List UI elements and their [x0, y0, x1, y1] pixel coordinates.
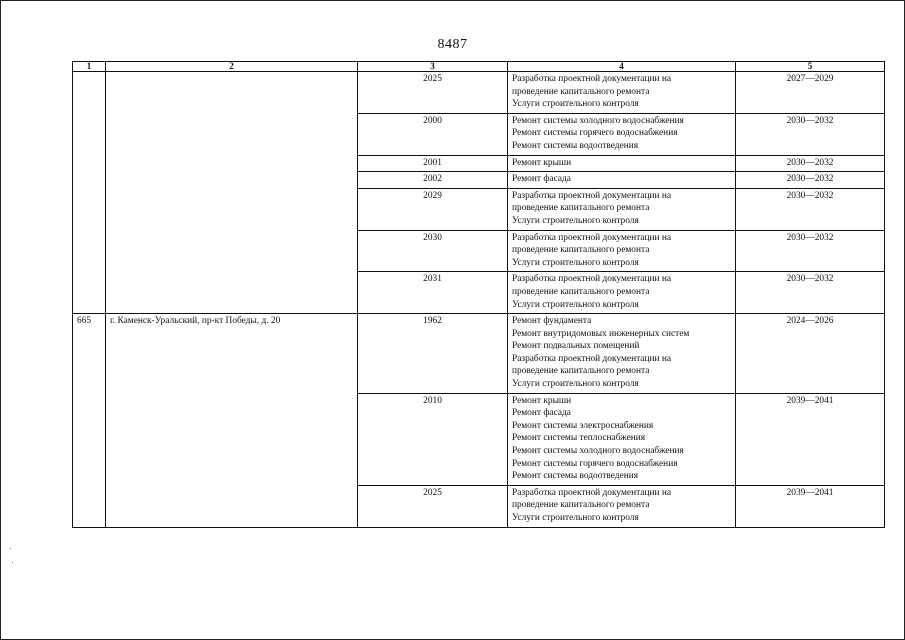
work-item: Услуги строительного контроля — [512, 379, 639, 390]
period-cell: 2030—2032 — [736, 272, 885, 314]
work-item: Ремонт системы теплоснабжения — [512, 433, 646, 444]
year-cell: 2025 — [358, 485, 508, 527]
page-number: 8487 — [437, 37, 468, 52]
header-row — [73, 62, 885, 72]
work-item: Разработка проектной документации на — [512, 232, 672, 243]
year-cell: 2002 — [358, 172, 508, 189]
period-cell: 2030—2032 — [736, 113, 885, 155]
work-item: Ремонт фасада — [512, 408, 571, 419]
works-cell — [508, 155, 736, 172]
work-item: Услуги строительного контроля — [512, 299, 639, 310]
address-cell: г. Каменск-Уральский, пр-кт Победы, д. 20 — [106, 314, 358, 528]
year-cell: 2031 — [358, 272, 508, 314]
work-item: проведение капитального ремонта — [512, 286, 650, 297]
works-cell — [508, 485, 736, 527]
period-cell: 2024—2026 — [736, 314, 885, 394]
column-header-2: 2 — [106, 62, 358, 72]
work-item: Ремонт подвальных помещений — [512, 341, 640, 352]
table-row — [73, 72, 885, 114]
work-item: Услуги строительного контроля — [512, 257, 639, 268]
works-cell — [508, 172, 736, 189]
works-cell — [508, 314, 736, 394]
work-item: проведение капитального ремонта — [512, 203, 650, 214]
column-header-1: 1 — [73, 62, 106, 72]
year-cell: 2000 — [358, 113, 508, 155]
work-item: Ремонт фасада — [512, 174, 571, 185]
year-cell: 2010 — [358, 393, 508, 485]
period-cell: 2030—2032 — [736, 188, 885, 230]
works-cell — [508, 113, 736, 155]
work-item: Разработка проектной документации на — [512, 353, 672, 364]
column-header-5: 5 — [736, 62, 885, 72]
work-item: проведение капитального ремонта — [512, 86, 650, 97]
work-item: Разработка проектной документации на — [512, 274, 672, 285]
period-cell: 2030—2032 — [736, 155, 885, 172]
column-header-3: 3 — [358, 62, 508, 72]
year-cell: 2001 — [358, 155, 508, 172]
column-header-4: 4 — [508, 62, 736, 72]
work-item: Разработка проектной документации на — [512, 487, 672, 498]
year-cell: 2029 — [358, 188, 508, 230]
works-cell — [508, 188, 736, 230]
row-number-cell — [73, 72, 106, 314]
year-cell: 2030 — [358, 230, 508, 272]
period-cell: 2030—2032 — [736, 172, 885, 189]
work-item: проведение капитального ремонта — [512, 500, 650, 511]
work-item: Ремонт системы холодного водоснабжения — [512, 446, 684, 457]
year-cell: 1962 — [358, 314, 508, 394]
work-item: Разработка проектной документации на — [512, 74, 672, 84]
year-cell: 2025 — [358, 72, 508, 114]
work-item: проведение капитального ремонта — [512, 366, 650, 377]
period-cell: 2039—2041 — [736, 485, 885, 527]
works-cell — [508, 230, 736, 272]
work-item: Ремонт фундамента — [512, 316, 592, 327]
work-item: Услуги строительного контроля — [512, 99, 639, 110]
works-cell — [508, 393, 736, 485]
scan-speck — [12, 562, 13, 563]
work-item: проведение капитального ремонта — [512, 245, 650, 256]
work-item: Ремонт системы холодного водоснабжения — [512, 115, 684, 126]
table-body — [73, 72, 885, 528]
work-item: Услуги строительного контроля — [512, 513, 639, 523]
work-item: Ремонт системы горячего водоснабжения — [512, 128, 678, 139]
table-row — [73, 314, 885, 394]
works-cell — [508, 272, 736, 314]
work-item: Ремонт внутридомовых инженерных систем — [512, 328, 690, 339]
period-cell: 2039—2041 — [736, 393, 885, 485]
row-number-cell: 665 — [73, 314, 106, 528]
period-cell: 2027—2029 — [736, 72, 885, 114]
work-item: Ремонт крыши — [512, 157, 572, 168]
capital-repair-table — [72, 61, 885, 528]
works-cell — [508, 72, 736, 114]
period-cell: 2030—2032 — [736, 230, 885, 272]
work-item: Услуги строительного контроля — [512, 215, 639, 226]
work-item: Ремонт системы электроснабжения — [512, 420, 654, 431]
work-item: Ремонт системы водоотведения — [512, 471, 639, 482]
scan-speck — [10, 548, 11, 549]
table-header — [73, 62, 885, 72]
work-item: Ремонт системы горячего водоснабжения — [512, 458, 678, 469]
address-cell — [106, 72, 358, 314]
work-item: Разработка проектной документации на — [512, 190, 672, 201]
work-item: Ремонт системы водоотведения — [512, 140, 639, 151]
work-item: Ремонт крыши — [512, 395, 572, 406]
